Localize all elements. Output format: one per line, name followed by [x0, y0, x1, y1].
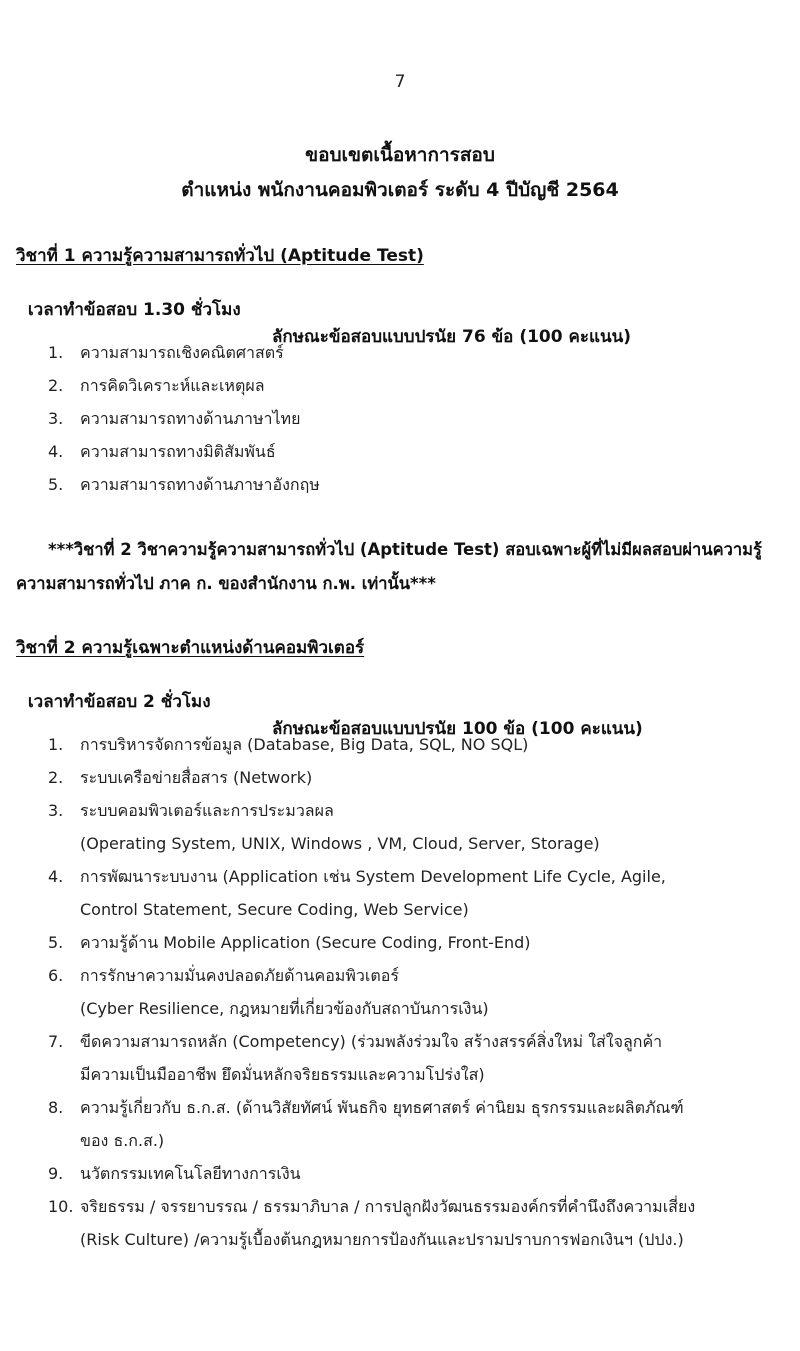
list-item-number: 10. — [48, 1197, 74, 1216]
list-item-number: 2. — [48, 768, 64, 787]
list-item-text: ความรู้เกี่ยวกับ ธ.ก.ส. (ด้านวิสัยทัศน์ พันธกิจ ยุทธศาสตร์ ค่านิยม ธุรกรรมและผลิตภัณฑ์ — [80, 1098, 684, 1117]
list-item-text: นวัตกรรมเทคโนโลยีทางการเงิน — [80, 1164, 301, 1183]
list-item-text: (Cyber Resilience, กฎหมายที่เกี่ยวข้องกับสถาบันการเงิน) — [80, 999, 489, 1018]
list-item — [48, 1025, 788, 1091]
list-item-text: Control Statement, Secure Coding, Web Service) — [80, 900, 469, 919]
subject2-meta — [16, 668, 716, 739]
list-item-text: มีความเป็นมืออาชีพ ยึดมั่นหลักจริยธรรมและความโปร่งใส) — [80, 1065, 485, 1084]
list-item — [48, 1190, 788, 1256]
list-item-number: 1. — [48, 343, 64, 362]
document-subtitle: ตำแหน่ง พนักงานคอมพิวเตอร์ ระดับ 4 ปีบัญชี 2564 — [181, 179, 619, 201]
list-item-number: 8. — [48, 1098, 64, 1117]
list-item-number: 3. — [48, 801, 64, 820]
list-item-number: 5. — [48, 933, 64, 952]
document-title: ขอบเขตเนื้อหาการสอบ — [305, 144, 495, 166]
subject2-topic-list — [48, 728, 788, 1256]
list-item-text: ขีดความสามารถหลัก (Competency) (ร่วมพลังร่วมใจ สร้างสรรค์สิ่งใหม่ ใส่ใจลูกค้า — [80, 1032, 663, 1051]
subject2-heading: วิชาที่ 2 ความรู้เฉพาะตำแหน่งด้านคอมพิวเตอร์ — [16, 638, 365, 658]
list-item-text: ระบบคอมพิวเตอร์และการประมวลผล — [80, 801, 334, 820]
exemption-note: ***วิชาที่ 2 วิชาความรู้ความสามารถทั่วไป (Aptitude Test) สอบเฉพาะผู้ที่ไม่มีผลสอบผ่านความรู้ความสามารถทั่วไป ภาค ก. ของสำนักงาน ก.พ. เท่านั้น*** — [16, 540, 762, 593]
subject1-meta — [16, 276, 716, 347]
list-item-text: ความสามารถทางด้านภาษาไทย — [80, 409, 301, 428]
list-item — [48, 435, 320, 468]
list-item — [48, 468, 320, 501]
list-item — [48, 761, 788, 794]
list-item-text: (Risk Culture) /ความรู้เบื้องต้นกฎหมายการป้องกันและปรามปราบการฟอกเงินฯ (ปปง.) — [80, 1230, 684, 1249]
subject1-duration: เวลาทำข้อสอบ 1.30 ชั่วโมง — [27, 300, 241, 320]
subject2-duration: เวลาทำข้อสอบ 2 ชั่วโมง — [27, 692, 211, 712]
list-item-number: 1. — [48, 735, 64, 754]
list-item-text: ของ ธ.ก.ส.) — [80, 1131, 165, 1150]
list-item-number: 9. — [48, 1164, 64, 1183]
subject1-topic-list — [48, 336, 320, 501]
list-item-number: 7. — [48, 1032, 64, 1051]
list-item-text: จริยธรรม / จรรยาบรรณ / ธรรมาภิบาล / การปลูกฝังวัฒนธรรมองค์กรที่คำนึงถึงความเสี่ยง — [80, 1197, 696, 1216]
subject2-format: ลักษณะข้อสอบแบบปรนัย 100 ข้อ (100 คะแนน) — [272, 719, 643, 739]
list-item-number: 2. — [48, 376, 64, 395]
list-item-text: การพัฒนาระบบงาน (Application เช่น System Development Life Cycle, Agile, — [80, 867, 666, 886]
page-number: 7 — [394, 72, 406, 92]
subject1-format: ลักษณะข้อสอบแบบปรนัย 76 ข้อ (100 คะแนน) — [272, 327, 631, 347]
list-item-number: 6. — [48, 966, 64, 985]
list-item — [48, 369, 320, 402]
list-item — [48, 402, 320, 435]
list-item-number: 4. — [48, 867, 64, 886]
list-item-number: 5. — [48, 475, 64, 494]
list-item-text: ความสามารถเชิงคณิตศาสตร์ — [80, 343, 284, 362]
list-item-text: ความสามารถทางด้านภาษาอังกฤษ — [80, 475, 320, 494]
list-item-text: การคิดวิเคราะห์และเหตุผล — [80, 376, 265, 395]
list-item — [48, 959, 788, 1025]
list-item-text: ระบบเครือข่ายสื่อสาร (Network) — [80, 768, 313, 787]
list-item-text: การรักษาความมั่นคงปลอดภัยด้านคอมพิวเตอร์ — [80, 966, 399, 985]
list-item — [48, 728, 788, 761]
subject1-heading: วิชาที่ 1 ความรู้ความสามารถทั่วไป (Aptitude Test) — [16, 246, 424, 266]
list-item — [48, 1091, 788, 1157]
list-item-number: 3. — [48, 409, 64, 428]
list-item-text: การบริหารจัดการข้อมูล (Database, Big Data, SQL, NO SQL) — [80, 735, 529, 754]
list-item-text: (Operating System, UNIX, Windows , VM, Cloud, Server, Storage) — [80, 834, 600, 853]
list-item — [48, 1157, 788, 1190]
list-item — [48, 336, 320, 369]
list-item — [48, 794, 788, 860]
list-item-text: ความรู้ด้าน Mobile Application (Secure Coding, Front-End) — [80, 933, 531, 952]
list-item-text: ความสามารถทางมิติสัมพันธ์ — [80, 442, 276, 461]
list-item — [48, 860, 788, 926]
list-item — [48, 926, 788, 959]
list-item-number: 4. — [48, 442, 64, 461]
